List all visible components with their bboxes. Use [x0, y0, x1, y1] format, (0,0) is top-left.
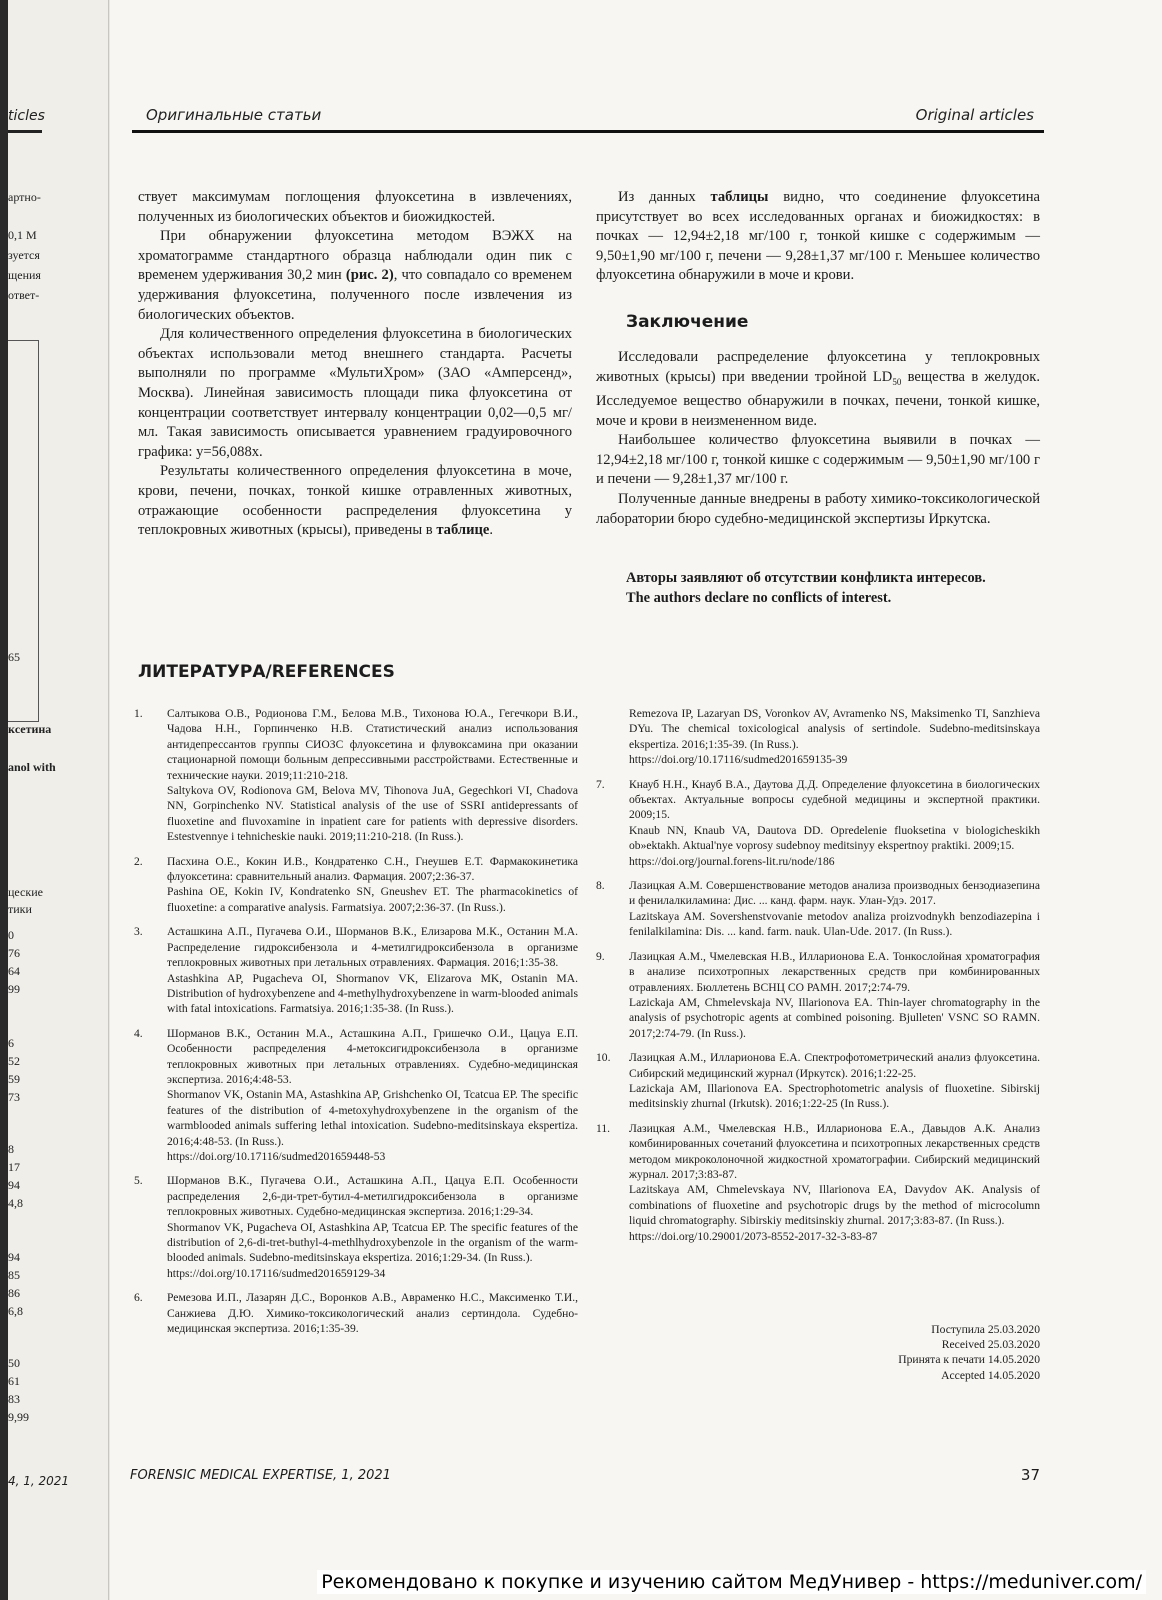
- watermark-link[interactable]: Рекомендовано к покупке и изучению сайтом МедУнивер - https://meduniver.com/: [317, 1570, 1146, 1594]
- paragraph: [138, 462, 572, 540]
- references-right: [596, 706, 1040, 1253]
- running-header-en: Original articles: [915, 106, 1034, 124]
- journal-page: [110, 0, 1162, 1600]
- date-line: Поступила 25.03.2020: [931, 1323, 1040, 1336]
- reference-ru: Ремезова И.П., Лазарян Д.С., Воронков А.В., Авраменко Н.С., Максименко Т.И., Санжиева Д.Ю. Химико-токсикологический анализ сертиндола. Судебно-медицинская экспертиза. 2016;1:35-39.: [167, 1291, 578, 1336]
- text-run: Результаты количественного определения флуоксетина в моче, крови, печени, почках, тонкой кишке отравленных животных, отражающие особенности распределения флуоксетина у теплокровных животных (крысы), приведены в: [138, 463, 572, 539]
- spine-fragment: 6,8: [8, 1304, 23, 1318]
- reference-en: Remezova IP, Lazaryan DS, Voronkov AV, Avramenko NS, Maksimenko TI, Sanzhieva DYu. The chemical toxicological analysis of sertindole. Sudebno-meditsinskaya ekspertiza. 2016;1:35-39. (In Russ.).: [629, 707, 1040, 751]
- spine-fragment: 99: [8, 982, 20, 996]
- reference-item: [134, 924, 578, 1016]
- paragraph: [596, 348, 1040, 431]
- adjacent-page-edge: [0, 0, 109, 1600]
- date-line: Received 25.03.2020: [941, 1338, 1040, 1352]
- reference-ru: Пасхина О.Е., Кокин И.В., Кондратенко С.Н., Гнеушев Е.Т. Фармакокинетика флуоксетина: сравнительный анализ. Фармация. 2007;2:36-37.: [167, 854, 578, 884]
- reference-en: Lazickaja AM, Chmelevskaja NV, Illarionova EA. Thin-layer chromatography in the analysis of psychotropic agents at combined poisoning. Bjulleten' VSNC SO RAMN. 2017;2:74-79. (In Russ.).: [629, 995, 1040, 1040]
- reference-ru: Лазицкая А.М., Илларионова Е.А. Спектрофотометрический анализ флуоксетина. Сибирский медицинский журнал (Иркутск). 2016;1:22-25.: [629, 1051, 1040, 1080]
- table-ref: таблицы: [710, 189, 769, 205]
- reference-en: Lazitskaya AM, Chmelevskaya NV, Illarionova EA, Davydov AK. Analysis of combinations of fluoxetine and psychotropic drugs by the method of microcolumn liquid chromatography. Sibirskiy meditsinskiy zhurnal. 2017;3:83-87. (In Russ.).: [629, 1183, 1040, 1228]
- spine-fragment: 0,1 М: [8, 228, 37, 242]
- references-heading: ЛИТЕРАТУРА/REFERENCES: [138, 662, 395, 682]
- text-run: При обнаружении флуоксетина методом ВЭЖХ на хроматограмме стандартного образца наблюдали один пик с временем удерживания 30,2 мин: [138, 228, 572, 284]
- conflict-ru: Авторы заявляют об отсутствии конфликта интересов.: [626, 570, 986, 586]
- reference-ru: Шорманов В.К., Пугачева О.И., Асташкина А.П., Цацуа Е.П. Особенности распределения 2,6-ди-трет-бутил-4-метилгидроксибензола в организме теплокровных животных. Судебно-медицинская экспертиза. 2016;1:29-34.: [167, 1174, 578, 1219]
- conclusion-heading: Заключение: [626, 312, 749, 332]
- left-column: [138, 188, 572, 541]
- reference-doi-link[interactable]: https://doi.org/10.17116/sudmed201659129-34: [167, 1266, 386, 1280]
- reference-en: Knaub NN, Knaub VA, Dautova DD. Opredelenie fluoksetina v biologicheskikh ob»ektakh. Aktual'nye voprosy sudebnoy meditsinyy ekspertnoy praktiki. 2009;15.: [629, 823, 1040, 853]
- paragraph: Для количественного определения флуоксетина в биологических объектах использовали метод внешнего стандарта. Расчеты выполняли по программе «МультиХром» (ЗАО «Амперсенд», Москва). Линейная зависимость площади пика флуоксетина от концентрации соответствует интервалу концентрации 0,02—0,5 мг/мл. Такая зависимость описывается уравнением градуировочного графика: y=56,088x.: [138, 326, 572, 460]
- text-run: , что совпадало со временем удерживания флуоксетина, полученного после извлечения из биологических объектов.: [138, 267, 572, 323]
- reference-ru: Кнауб Н.Н., Кнауб В.А., Даутова Д.Д. Определение флуоксетина в биологических объектах. Актуальные вопросы судебной медицины и экспертной практики. 2009;15.: [629, 777, 1040, 822]
- reference-item-continued: [596, 706, 1040, 768]
- reference-item: [596, 878, 1040, 940]
- reference-en: Lazitskaya AM. Sovershenstvovanie metodov analiza proizvodnykh benzodiazepina i fenilalkilamina: Dis. ... kand. farm. nauk. Ulan-Ude. 2017. (In Russ.).: [629, 909, 1040, 939]
- spine-fragment: 65: [8, 650, 20, 664]
- spine-fragment: 52: [8, 1054, 20, 1068]
- reference-doi-link[interactable]: https://doi.org/10.29001/2073-8552-2017-32-3-83-87: [629, 1229, 878, 1243]
- reference-item: [134, 1026, 578, 1165]
- header-rule: [132, 130, 1044, 133]
- reference-number: 4.: [134, 1026, 143, 1040]
- spine-fragment: 0: [8, 928, 14, 942]
- spine-fragment: зуется: [8, 248, 40, 262]
- spine-fragment: тики: [8, 902, 32, 916]
- conflict-en: The authors declare no conflicts of interest.: [626, 590, 892, 606]
- reference-item: [134, 854, 578, 916]
- figure-ref: (рис. 2): [345, 267, 394, 284]
- spine-fragment: 94: [8, 1178, 20, 1192]
- spine-shadow: [0, 0, 8, 1600]
- date-line: Accepted 14.05.2020: [941, 1368, 1040, 1382]
- text-run: .: [489, 522, 494, 539]
- spine-header-text: ticles: [8, 108, 45, 124]
- journal-footer: FORENSIC MEDICAL EXPERTISE, 1, 2021: [130, 1468, 391, 1483]
- text-run: видно, что соединение флуоксетина присутствует во всех исследованных органах и биожидкостях: в почках — 12,94±2,18 мг/100 г, тонкой кишке с содержимым — 9,50±1,90 мг/100 г, печени — 9,28±1,37 мг/100 г. Меньшее количество флуоксетина обнаружили в моче и крови.: [596, 189, 1041, 284]
- page-number: 37: [1020, 1466, 1040, 1484]
- reference-number: 8.: [596, 879, 605, 893]
- reference-ru: Шорманов В.К., Останин М.А., Асташкина А.П., Гришечко О.И., Цацуа Е.П. Особенности распределения 4-метоксигидроксибензола в организме теплокровных животных при летальных отравлениях. Судебно-медицинская экспертиза. 2016;4:48-53.: [167, 1026, 578, 1086]
- reference-number: 3.: [134, 925, 143, 939]
- reference-item: [596, 949, 1040, 1041]
- reference-number: 9.: [596, 949, 605, 963]
- reference-item: [596, 1050, 1040, 1112]
- reference-item: [134, 706, 578, 845]
- spine-fragment: артно-: [8, 190, 41, 204]
- reference-en: Shormanov VK, Pugacheva OI, Astashkina AP, Tcatcua EP. The specific features of the distribution of 2,6-di-tret-buthyl-4-methlhydroxybenzole in the organism of the warm-blooded animals. Sudebno-meditsinskaya ekspertiza. 2016;1:29-34. (In Russ.).: [167, 1220, 578, 1265]
- reference-ru: Салтыкова О.В., Родионова Г.М., Белова М.В., Тихонова Ю.А., Гегечкори В.И., Чадова Н.Н., Горпинченко Н.В. Статистический анализ использования антидепрессантов группы СИОЗС флуоксетина и флувоксамина при оказании стационарной помощи больным депрессивными расстройствами. Естественные и технические науки. 2019;11:210-218.: [167, 707, 578, 782]
- reference-number: 6.: [134, 1291, 143, 1305]
- text-run: Исследовали распределение флуоксетина у теплокровных животных (крысы) при введении тройной LD: [596, 349, 1040, 385]
- reference-item: [596, 777, 1040, 869]
- paragraph: [138, 227, 572, 325]
- reference-number: 10.: [596, 1051, 611, 1065]
- spine-fragment: 86: [8, 1286, 20, 1300]
- reference-en: Astashkina AP, Pugacheva OI, Shormanov VK, Elizarova MK, Ostanin MA. Distribution of hydroxybenzene and 4-methylhydroxybenzene in warm-blooded animals with fatal intoxications. Farmatsiya. 2016;1:35-38. (In Russ.).: [167, 971, 578, 1016]
- spine-fragment: ответ-: [8, 288, 40, 302]
- spine-fragment: 17: [8, 1160, 20, 1174]
- spine-header-rule: [8, 130, 42, 133]
- spine-fragment: 4,8: [8, 1196, 23, 1210]
- text-run: Из данных: [618, 189, 711, 205]
- spine-fragment: 83: [8, 1392, 20, 1406]
- reference-number: 2.: [134, 854, 143, 868]
- reference-number: 1.: [134, 707, 143, 720]
- spine-fragment: 8: [8, 1142, 14, 1156]
- reference-item: [134, 1173, 578, 1281]
- submission-dates: [898, 1322, 1040, 1383]
- spine-fragment: цеские: [8, 885, 43, 899]
- reference-number: 11.: [596, 1121, 611, 1135]
- reference-doi-link[interactable]: https://doi.org/10.17116/sudmed201659135-39: [629, 753, 848, 767]
- paragraph: ствует максимумам поглощения флуоксетина в извлечениях, полученных из биологических объектов и биожидкостей.: [138, 189, 572, 225]
- spine-fragment: 73: [8, 1090, 20, 1104]
- spine-fragment: 64: [8, 964, 20, 978]
- spine-fragment: 76: [8, 946, 20, 960]
- reference-en: Saltykova OV, Rodionova GM, Belova MV, Tihonova JuA, Gegechkori VI, Chadova NN, Gorpinchenko NV. Statistical analysis of the use of SSRI antidepressants of fluoxetine and fluvoxamine in inpatient care for patients with depressive disorders. Estestvennye i tehnicheskie nauki. 2019;11:210-218. (In Russ.).: [167, 784, 578, 844]
- running-header-ru: Оригинальные статьи: [146, 106, 322, 124]
- right-column: [596, 188, 1040, 286]
- reference-number: 7.: [596, 777, 605, 791]
- table-ref: таблице: [436, 522, 490, 539]
- reference-number: 5.: [134, 1174, 143, 1188]
- spine-fragment: 9,99: [8, 1410, 29, 1424]
- conflict-statement: [626, 568, 1046, 608]
- spine-fragment: 6: [8, 1036, 14, 1050]
- spine-fragment: кcетина: [8, 722, 52, 736]
- spine-fragment: 94: [8, 1250, 20, 1264]
- text-run: вещества в желудок. Исследуемое вещество обнаружили в почках, печени, тонкой кишке, моче и крови в неизмененном виде.: [596, 368, 1040, 429]
- paragraph: [596, 188, 1040, 286]
- references-left: [134, 706, 578, 1345]
- reference-en: Lazickaja AM, Illarionova EA. Spectrophotometric analysis of fluoxetine. Sibirskij meditsinskiy zhurnal (Irkutsk). 2016;1:22-25 (In Russ.).: [629, 1081, 1040, 1111]
- conclusion-body: [596, 348, 1040, 529]
- reference-item: [596, 1121, 1040, 1244]
- subscript: 50: [892, 376, 902, 387]
- reference-item: [134, 1290, 578, 1336]
- reference-doi-link[interactable]: https://doi.org/journal.forens-lit.ru/node/186: [629, 854, 835, 868]
- spine-fragment: 61: [8, 1374, 20, 1388]
- spine-fragment: 85: [8, 1268, 20, 1282]
- reference-ru: Лазицкая А.М. Совершенствование методов анализа производных бензодиазепина и фенилалкиламина: Дис. ... канд. фарм. наук. Улан-Удэ. 2017.: [629, 879, 1040, 908]
- reference-en: Pashina OE, Kokin IV, Kondratenko SN, Gneushev ET. The pharmacokinetics of fluoxetine: a comparative analysis. Farmatsiya. 2007;2:36-37. (In Russ.).: [167, 885, 578, 914]
- spine-fragment: anol with: [8, 760, 56, 774]
- date-line: Принята к печати 14.05.2020: [898, 1353, 1040, 1367]
- reference-en: Shormanov VK, Ostanin MA, Astashkina AP, Grishchenko OI, Tcatcua EP. The specific features of the distribution of 4-metoxyhydroxybenzene in the organism of the warmblooded animals suffering lethal intoxication. Sudebno-meditsinskaya ekspertiza. 2016;4:48-53. (In Russ.).: [167, 1088, 578, 1148]
- spine-fragment: 59: [8, 1072, 20, 1086]
- reference-ru: Лазицкая А.М., Чмелевская Н.В., Илларионова Е.А., Давыдов А.К. Анализ комбинированных сочетаний флуоксетина и психотропных лекарственных средств методом микроколоночной жидкостной хроматографии. Сибирский медицинский журнал. 2017;3:83-87.: [629, 1121, 1040, 1181]
- reference-ru: Асташкина А.П., Пугачева О.И., Шорманов В.К., Елизарова М.К., Останин М.А. Распределение гидроксибензола и 4-метилгидроксибензола в организме теплокровных животных при летальных отравлениях. Фармация. 2016;1:35-38.: [167, 925, 578, 970]
- spine-fragment: 50: [8, 1356, 20, 1370]
- paragraph: Наибольшее количество флуоксетина выявили в почках — 12,94±2,18 мг/100 г, тонкой кишке с содержимым — 9,50±1,90 мг/100 г и печени — 9,28±1,37 мг/100 г.: [596, 432, 1040, 488]
- reference-doi-link[interactable]: https://doi.org/10.17116/sudmed201659448-53: [167, 1149, 386, 1163]
- spine-footer: 4, 1, 2021: [8, 1474, 70, 1488]
- spine-fragment: щения: [8, 268, 41, 282]
- paragraph: Полученные данные внедрены в работу химико-токсикологической лаборатории бюро судебно-медицинской экспертизы Иркутска.: [596, 491, 1040, 527]
- reference-ru: Лазицкая А.М., Чмелевская Н.В., Илларионова Е.А. Тонкослойная хроматография в анализе психотропных лекарственных средств при комбинированных отравлениях. Бюллетень ВСНЦ СО РАМН. 2017;2:74-79.: [629, 949, 1040, 994]
